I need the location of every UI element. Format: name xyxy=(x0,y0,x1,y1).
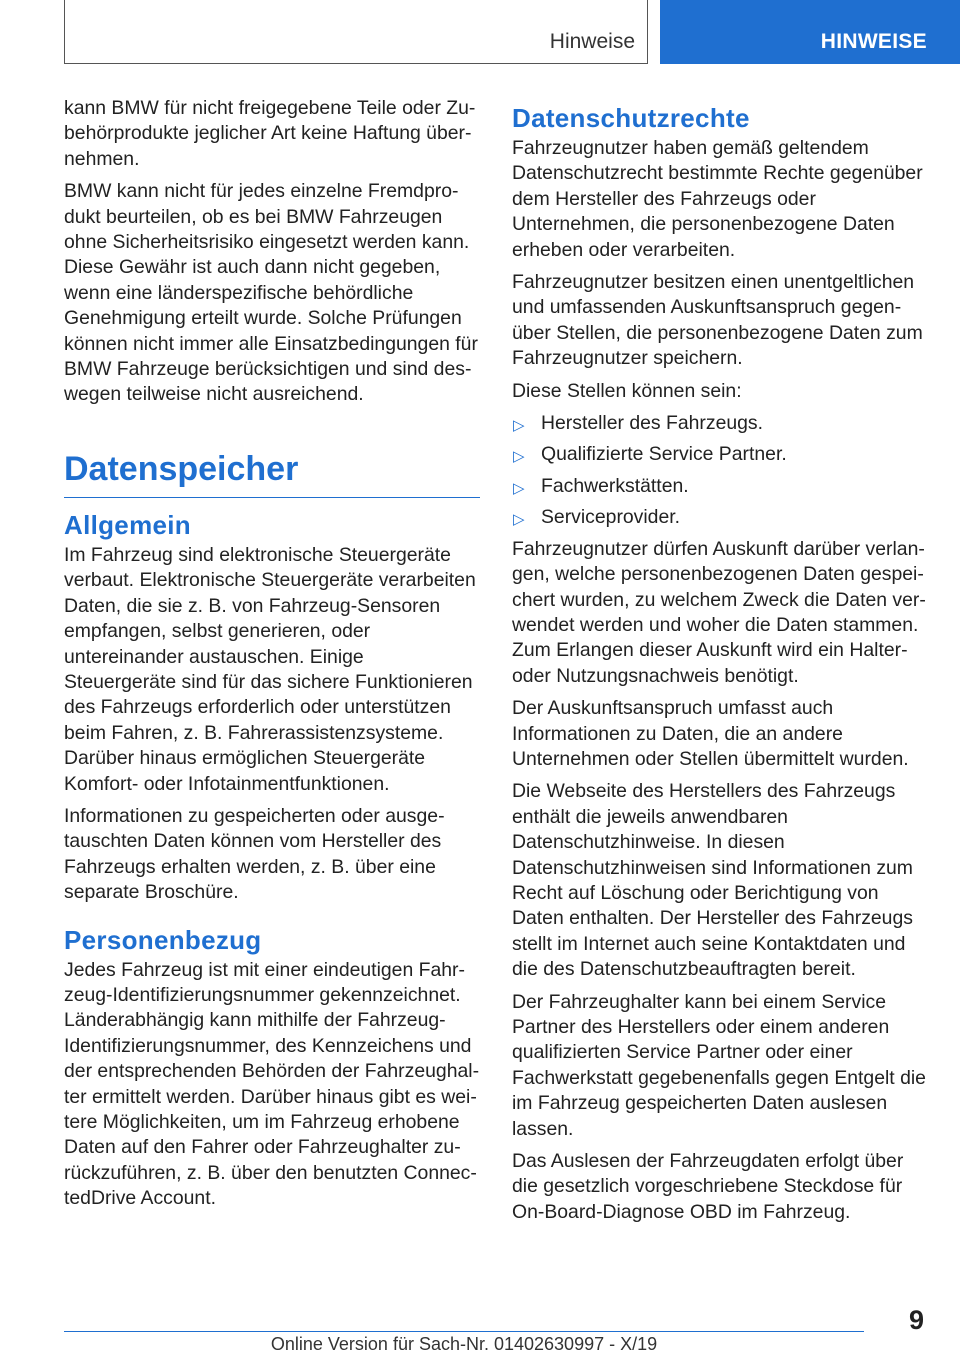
list-item xyxy=(512,411,927,436)
list-item-text: Serviceprovider. xyxy=(541,506,681,529)
page-number: 9 xyxy=(908,1305,924,1335)
paragraph: BMW kann nicht für jedes einzelne Fremdprodukt beurteilen, ob es bei BMW Fahrzeugen ohne Sicherheitsrisiko eingesetzt werden kann. Diese Gewähr ist auch dann nicht gegeben, wenn eine länderspezifische behördliche Genehmigung erteilt wurde. Solche Prüfungen können nicht immer alle Einsatzbedingungen für BMW Fahrzeuge berücksichtigen und sind deswegen teilweise nicht ausreichend. xyxy=(64,180,478,406)
paragraph: Fahrzeugnutzer besitzen einen unentgeltlichen und umfassenden Auskunftsanspruch gegenüber Stellen, die personenbezogene Daten zum Fahrzeugnutzer speichern. xyxy=(512,271,923,370)
list-item xyxy=(512,505,927,530)
paragraph: Informationen zu gespeicherten oder ausgetauschten Daten können vom Hersteller des Fahrzeugs erhalten werden, z. B. über eine separate Broschüre. xyxy=(64,804,445,904)
section-heading: Allgemein xyxy=(64,509,191,540)
section-heading: Datenschutzrechte xyxy=(512,103,750,133)
chapter-heading: Datenspeicher xyxy=(64,447,480,498)
triangle-right-icon: ▷ xyxy=(513,448,525,466)
footer-divider xyxy=(64,1331,864,1332)
header-section-tab xyxy=(660,0,960,64)
paragraph: Das Auslesen der Fahrzeugdaten erfolgt über die gesetzlich vorgeschriebene Steckdose für On-Board-Diagnose OBD im Fahrzeug. xyxy=(512,1150,904,1223)
list-item-text: Fachwerkstätten. xyxy=(541,474,689,497)
right-column xyxy=(512,96,927,1232)
footer-online-version: Online Version für Sach-Nr. 01402630997 - X/19 xyxy=(270,1334,658,1354)
section-heading: Personenbezug xyxy=(64,924,262,955)
triangle-right-icon: ▷ xyxy=(513,511,525,529)
paragraph: Die Webseite des Herstellers des Fahrzeugs enthält die jeweils anwendbaren Datenschutzhinweise. In diesen Datenschutzhinweisen sind Informationen zum Recht auf Löschung oder Berichtigung von Daten enthalten. Der Hersteller des Fahrzeugs stellt im Internet auch seine Kontaktdaten und die des Datenschutzbeauftragten bereit. xyxy=(512,780,913,981)
paragraph: Diese Stellen können sein: xyxy=(512,379,742,402)
header-subtitle: Hinweise xyxy=(549,30,635,53)
left-column xyxy=(64,96,480,1219)
paragraph: Fahrzeugnutzer haben gemäß geltendem Datenschutzrecht bestimmte Rechte gegenüber dem Hersteller des Fahrzeugs oder Unternehmen, die personenbezogene Daten erheben oder verarbeiten. xyxy=(512,137,923,261)
list-item xyxy=(512,442,927,467)
list-item-text: Hersteller des Fahrzeugs. xyxy=(541,412,764,435)
header-frame xyxy=(64,0,648,64)
header-section-label: HINWEISE xyxy=(820,30,927,53)
paragraph: kann BMW für nicht freigegebene Teile oder Zubehörprodukte jeglicher Art keine Haftung übernehmen. xyxy=(64,97,476,170)
paragraph: Der Auskunftsanspruch umfasst auch Informationen zu Daten, die an andere Unternehmen oder Stellen übermittelt wurden. xyxy=(512,697,909,770)
bullet-list xyxy=(512,411,927,531)
paragraph: Im Fahrzeug sind elektronische Steuergeräte verbaut. Elektronische Steuergeräte verarbeiten Daten, die sie z. B. von Fahrzeug-Sensoren empfangen, selbst generieren, oder untereinander austauschen. Einige Steuergeräte sind für das sichere Funktionieren des Fahrzeugs erforderlich oder unterstützen beim Fahren, z. B. Fahrerassistenzsysteme. Darüber hinaus ermöglichen Steuergeräte Komfort- oder Infotainmentfunktionen. xyxy=(64,543,476,795)
triangle-right-icon: ▷ xyxy=(513,417,525,435)
list-item xyxy=(512,474,927,499)
triangle-right-icon: ▷ xyxy=(513,479,525,497)
list-item-text: Qualifizierte Service Partner. xyxy=(541,443,787,466)
paragraph: Der Fahrzeughalter kann bei einem Service Partner des Herstellers oder einem anderen qualifizierten Service Partner oder einer Fachwerkstatt gegebenenfalls gegen Entgelt die im Fahrzeug gespeicherten Daten auslesen lassen. xyxy=(512,990,926,1140)
paragraph: Fahrzeugnutzer dürfen Auskunft darüber verlangen, welche personenbezogenen Daten gespeichert wurden, zu welchem Zweck die Daten verwendet werden und woher die Daten stammen. Zum Erlangen dieser Auskunft wird ein Halter- oder Nutzungsnachweis benötigt. xyxy=(512,537,926,687)
paragraph: Jedes Fahrzeug ist mit einer eindeutigen Fahrzeug-Identifizierungsnummer gekennzeichnet. Länderabhängig kann mithilfe der Fahrzeug-Identifizierungsnummer, des Kennzeichens und der entsprechenden Behörden der Fahrzeughalter ermittelt werden. Darüber hinaus gibt es weitere Möglichkeiten, um im Fahrzeug erhobene Daten auf den Fahrer oder Fahrzeughalter zurückzuführen, z. B. über den benutzten ConnectedDrive Account. xyxy=(64,958,480,1210)
